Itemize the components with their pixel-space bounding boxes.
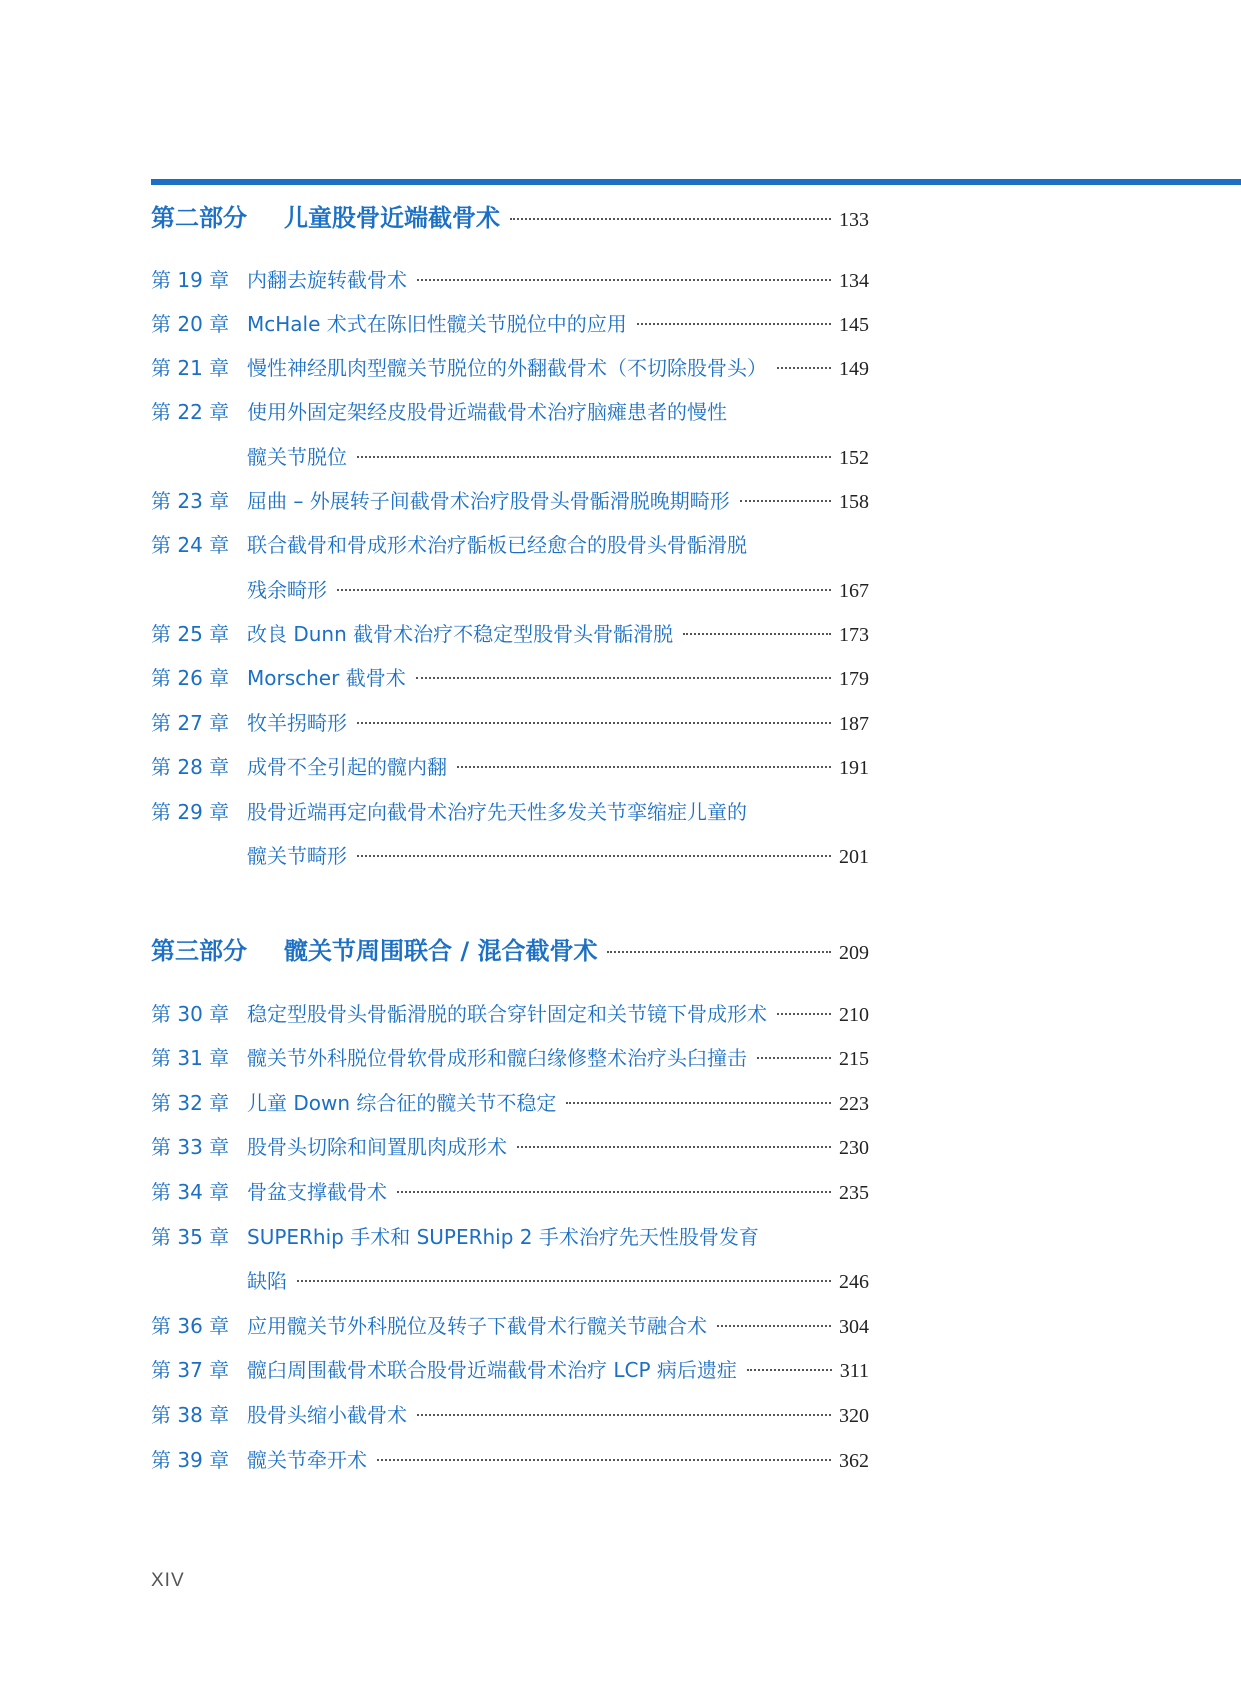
leader-dots [457, 766, 831, 768]
page-number: 235 [839, 1182, 869, 1204]
toc-entry[interactable] [151, 618, 869, 647]
toc-entry[interactable] [151, 1131, 869, 1160]
leader-dots [357, 456, 831, 458]
toc-entry[interactable] [151, 1310, 869, 1339]
chapter-label: 第 19 章 [151, 268, 230, 292]
chapter-label: 第 34 章 [151, 1180, 230, 1204]
toc-entry[interactable] [151, 1444, 869, 1473]
toc-entry[interactable] [151, 1399, 869, 1428]
chapter-title: 联合截骨和骨成形术治疗骺板已经愈合的股骨头骨骺滑脱 [247, 533, 747, 557]
chapter-title: 成骨不全引起的髋内翻 [247, 755, 447, 779]
chapter-title: 股骨近端再定向截骨术治疗先天性多发关节挛缩症儿童的 [247, 800, 747, 824]
chapter-title: 骨盆支撑截骨术 [247, 1180, 387, 1204]
page-number: 134 [839, 270, 869, 292]
chapter-label: 第 24 章 [151, 533, 230, 557]
chapter-label: 第 35 章 [151, 1225, 230, 1249]
chapter-title: 儿童 Down 综合征的髋关节不稳定 [247, 1091, 557, 1115]
page-number: 145 [839, 314, 869, 336]
toc-entry-continuation[interactable] [151, 574, 869, 603]
leader-dots [683, 633, 831, 635]
toc-entry[interactable] [151, 707, 869, 736]
page-number: 210 [839, 1004, 869, 1026]
chapter-title-continuation: 髋关节脱位 [247, 445, 347, 469]
leader-dots [637, 323, 831, 325]
page-number: 133 [839, 209, 869, 231]
toc-entry[interactable] [151, 1221, 869, 1250]
page-number: 201 [839, 846, 869, 868]
page-number: 152 [839, 447, 869, 469]
page-number: 191 [839, 757, 869, 779]
chapter-title: SUPERhip 手术和 SUPERhip 2 手术治疗先天性股骨发育 [247, 1225, 759, 1249]
chapter-label: 第 22 章 [151, 400, 230, 424]
page-number: 167 [839, 580, 869, 602]
leader-dots [607, 951, 831, 953]
chapter-label: 第 36 章 [151, 1314, 230, 1338]
toc-entry-continuation[interactable] [151, 1265, 869, 1294]
page-folio: XIV [151, 1570, 185, 1591]
toc-entry[interactable] [151, 998, 869, 1027]
page-number: 311 [839, 1360, 869, 1382]
page-number: 149 [839, 358, 869, 380]
chapter-title: 髋臼周围截骨术联合股骨近端截骨术治疗 LCP 病后遗症 [247, 1358, 737, 1382]
page-number: 215 [839, 1048, 869, 1070]
page-number: 158 [839, 491, 869, 513]
chapter-label: 第 39 章 [151, 1448, 230, 1472]
part-heading[interactable] [151, 198, 869, 233]
toc-entry[interactable] [151, 1354, 869, 1383]
chapter-title: 股骨头切除和间置肌肉成形术 [247, 1135, 507, 1159]
page-number: 230 [839, 1137, 869, 1159]
page-number: 179 [839, 668, 869, 690]
chapter-label: 第 25 章 [151, 622, 230, 646]
top-rule [151, 179, 1241, 185]
page-number: 209 [839, 942, 869, 964]
leader-dots [747, 1369, 832, 1371]
leader-dots [777, 367, 831, 369]
chapter-title: 应用髋关节外科脱位及转子下截骨术行髋关节融合术 [247, 1314, 707, 1338]
leader-dots [297, 1280, 831, 1282]
part-heading[interactable] [151, 931, 869, 966]
toc-entry[interactable] [151, 1042, 869, 1071]
leader-dots [757, 1057, 831, 1059]
chapter-title-continuation: 髋关节畸形 [247, 844, 347, 868]
leader-dots [517, 1146, 831, 1148]
chapter-title: 使用外固定架经皮股骨近端截骨术治疗脑瘫患者的慢性 [247, 400, 727, 424]
leader-dots [417, 1414, 831, 1416]
chapter-title: 股骨头缩小截骨术 [247, 1403, 407, 1427]
leader-dots [777, 1013, 831, 1015]
leader-dots [357, 722, 831, 724]
chapter-label: 第 21 章 [151, 356, 230, 380]
chapter-label: 第 20 章 [151, 312, 230, 336]
toc-entry[interactable] [151, 1176, 869, 1205]
page-number: 173 [839, 624, 869, 646]
toc-entry[interactable] [151, 264, 869, 293]
part-label: 第三部分 [151, 937, 247, 965]
toc-entry[interactable] [151, 796, 869, 825]
chapter-label: 第 23 章 [151, 489, 230, 513]
chapter-label: 第 31 章 [151, 1046, 230, 1070]
toc-entry[interactable] [151, 485, 869, 514]
chapter-label: 第 26 章 [151, 666, 230, 690]
chapter-label: 第 32 章 [151, 1091, 230, 1115]
page-number: 223 [839, 1093, 869, 1115]
page-number: 187 [839, 713, 869, 735]
toc-entry[interactable] [151, 352, 869, 381]
toc-entry-continuation[interactable] [151, 840, 869, 869]
chapter-title: 髋关节牵开术 [247, 1448, 367, 1472]
leader-dots [397, 1191, 831, 1193]
chapter-label: 第 37 章 [151, 1358, 230, 1382]
page-number: 304 [839, 1316, 869, 1338]
toc-entry[interactable] [151, 308, 869, 337]
page-number: 246 [839, 1271, 869, 1293]
toc-entry[interactable] [151, 529, 869, 558]
chapter-title: McHale 术式在陈旧性髋关节脱位中的应用 [247, 312, 627, 336]
chapter-title: 牧羊拐畸形 [247, 711, 347, 735]
chapter-label: 第 38 章 [151, 1403, 230, 1427]
toc-entry[interactable] [151, 662, 869, 691]
part-title: 髋关节周围联合 / 混合截骨术 [284, 937, 598, 965]
leader-dots [740, 500, 831, 502]
part-title: 儿童股骨近端截骨术 [284, 204, 500, 232]
toc-entry-continuation[interactable] [151, 441, 869, 470]
toc-entry[interactable] [151, 396, 869, 425]
chapter-title: 内翻去旋转截骨术 [247, 268, 407, 292]
chapter-title: 改良 Dunn 截骨术治疗不稳定型股骨头骨骺滑脱 [247, 622, 674, 646]
leader-dots [510, 218, 831, 220]
leader-dots [566, 1102, 831, 1104]
leader-dots [377, 1459, 831, 1461]
chapter-title-continuation: 残余畸形 [247, 578, 327, 602]
chapter-title-continuation: 缺陷 [247, 1269, 287, 1293]
chapter-label: 第 30 章 [151, 1002, 230, 1026]
chapter-label: 第 33 章 [151, 1135, 230, 1159]
chapter-title: 慢性神经肌肉型髋关节脱位的外翻截骨术（不切除股骨头） [247, 356, 767, 380]
chapter-title: 屈曲 – 外展转子间截骨术治疗股骨头骨骺滑脱晚期畸形 [247, 489, 730, 513]
chapter-title: 髋关节外科脱位骨软骨成形和髋臼缘修整术治疗头臼撞击 [247, 1046, 747, 1070]
page-number: 362 [839, 1450, 869, 1472]
chapter-label: 第 29 章 [151, 800, 230, 824]
toc-entry[interactable] [151, 751, 869, 780]
chapter-title: Morscher 截骨术 [247, 666, 406, 690]
chapter-title: 稳定型股骨头骨骺滑脱的联合穿针固定和关节镜下骨成形术 [247, 1002, 767, 1026]
toc-entry[interactable] [151, 1087, 869, 1116]
leader-dots [417, 279, 831, 281]
leader-dots [357, 855, 831, 857]
part-label: 第二部分 [151, 204, 247, 232]
leader-dots [337, 589, 831, 591]
leader-dots [416, 677, 831, 679]
leader-dots [717, 1325, 831, 1327]
page-number: 320 [839, 1405, 869, 1427]
chapter-label: 第 27 章 [151, 711, 230, 735]
chapter-label: 第 28 章 [151, 755, 230, 779]
